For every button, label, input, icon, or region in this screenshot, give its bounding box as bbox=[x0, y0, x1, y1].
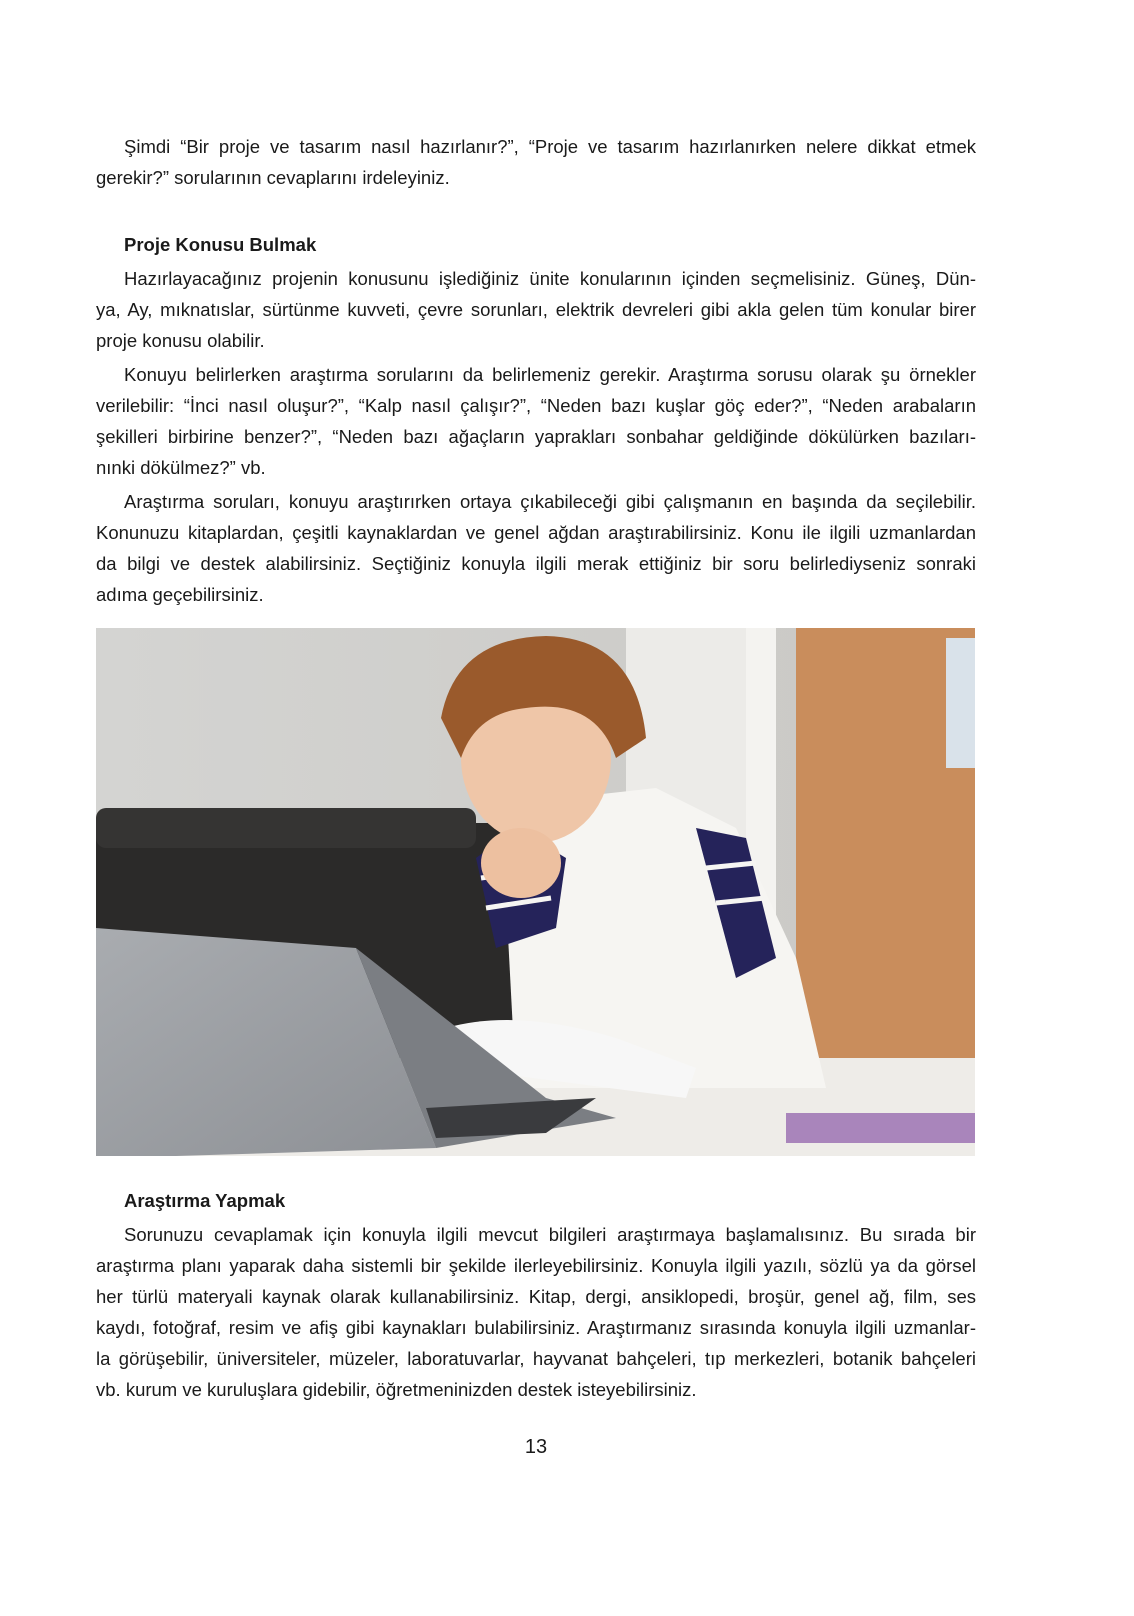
paragraph bbox=[96, 359, 976, 483]
text-line: kaydı, fotoğraf, resim ve afiş gibi kaynakları bulabilirsiniz. Araştırmanız sırasında konuyla ilgili uzmanlar- bbox=[96, 1317, 976, 1338]
text-line: Konunuzu kitaplardan, çeşitli kaynaklardan ve genel ağdan araştırabilirsiniz. Konu ile ilgili uzmanlardan bbox=[96, 522, 976, 543]
text-line: adıma geçebilirsiniz. bbox=[96, 584, 264, 605]
text-line: Konuyu belirlerken araştırma sorularını da belirlemeniz gerekir. Araştırma sorusu olarak şu örnekler bbox=[124, 364, 976, 385]
text-line: şekilleri birbirine benzer?”, “Neden bazı ağaçların yaprakları sonbahar geldiğinde dökülürken bazıları- bbox=[96, 426, 976, 447]
page-number: 13 bbox=[524, 1436, 548, 1458]
text-line: Sorunuzu cevaplamak için konuyla ilgili mevcut bilgileri araştırmaya başlamalısınız. Bu sırada bir bbox=[124, 1224, 976, 1245]
text-line: Araştırma soruları, konuyu araştırırken ortaya çıkabileceği gibi çalışmanın en başında da seçilebilir. bbox=[124, 491, 976, 512]
text-line: gerekir?” sorularının cevaplarını irdeleyiniz. bbox=[96, 167, 450, 188]
photo-boy-at-laptop bbox=[96, 628, 975, 1156]
text-line: la görüşebilir, üniversiteler, müzeler, laboratuvarlar, hayvanat bahçeleri, tıp merkezleri, botanik bahçeleri bbox=[96, 1348, 976, 1369]
text-line: ya, Ay, mıknatıslar, sürtünme kuvveti, çevre sorunları, elektrik devreleri gibi akla gelen tüm konular birer bbox=[96, 299, 976, 320]
paragraph bbox=[96, 263, 976, 356]
paragraph bbox=[96, 1219, 976, 1405]
text-line: her türlü materyali kaynak olarak kullanabilirsiniz. Kitap, dergi, ansiklopedi, broşür, genel ağ, film, ses bbox=[96, 1286, 976, 1307]
text-line: nınki dökülmez?” vb. bbox=[96, 457, 266, 478]
section-heading-proje-konusu: Proje Konusu Bulmak bbox=[124, 234, 317, 255]
text-line: verilebilir: “İnci nasıl oluşur?”, “Kalp nasıl çalışır?”, “Neden bazı kuşlar göç eder?”, “Neden arabaların bbox=[96, 395, 976, 416]
paragraph bbox=[96, 486, 976, 610]
text-line: da bilgi ve destek alabilirsiniz. Seçtiğiniz konuyla ilgili merak ettiğiniz bir soru belirlediyseniz sonraki bbox=[96, 553, 976, 574]
text-line: araştırma planı yaparak daha sistemli bir şekilde ilerleyebilirsiniz. Konuyla ilgili yazılı, sözlü ya da görsel bbox=[96, 1255, 976, 1276]
text-line: vb. kurum ve kuruluşlara gidebilir, öğretmeninizden destek isteyebilirsiniz. bbox=[96, 1379, 697, 1400]
text-line: proje konusu olabilir. bbox=[96, 330, 265, 351]
text-line: Hazırlayacağınız projenin konusunu işlediğiniz ünite konularının içinden seçmelisiniz. Güneş, Dün- bbox=[124, 268, 976, 289]
intro-paragraph bbox=[96, 131, 976, 193]
text-line: Şimdi “Bir proje ve tasarım nasıl hazırlanır?”, “Proje ve tasarım hazırlanırken nelere dikkat etmek bbox=[124, 136, 976, 157]
section-heading-arastirma-yapmak: Araştırma Yapmak bbox=[124, 1190, 286, 1211]
